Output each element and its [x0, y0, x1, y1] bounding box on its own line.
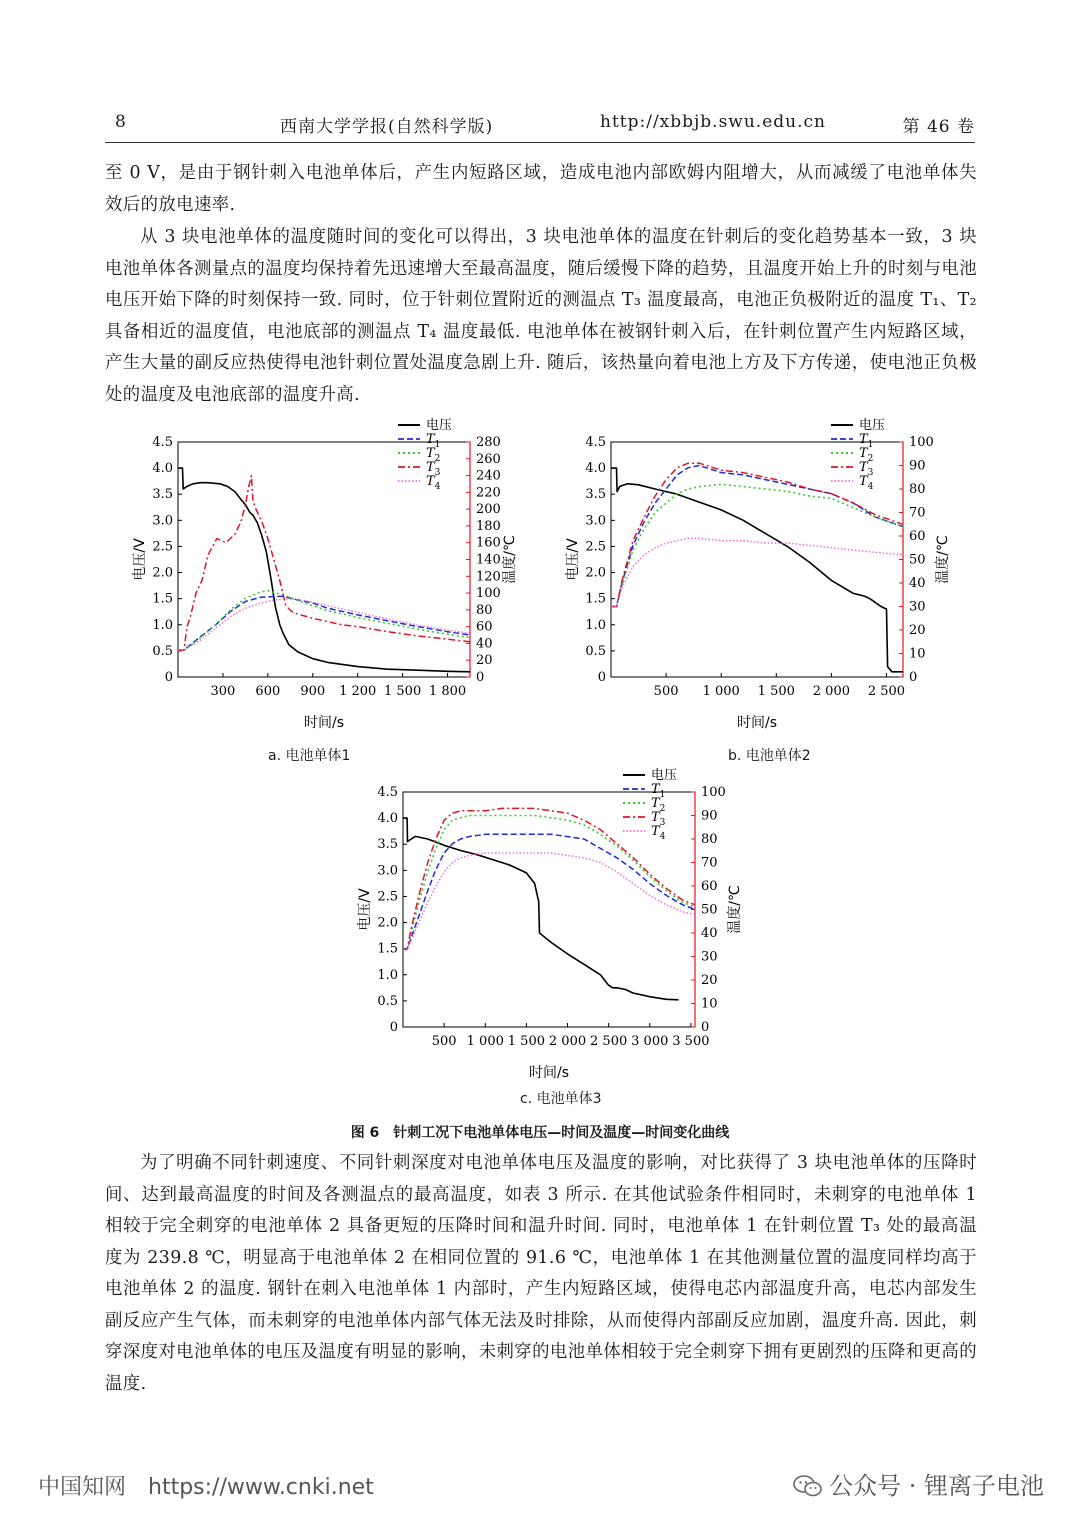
chart-a-svg	[120, 415, 520, 735]
y2-tick-label: 100	[909, 435, 934, 450]
header-rule	[105, 142, 975, 143]
y2-tick-label: 100	[476, 586, 501, 602]
journal-url: http://xbbjb.swu.edu.cn	[600, 112, 826, 132]
y2-tick-label: 100	[701, 785, 726, 800]
y2-tick-label: 90	[909, 458, 926, 474]
y-tick-label: 0.5	[152, 643, 173, 659]
x-tick-label: 1 200	[339, 684, 377, 699]
y2-tick-label: 70	[701, 855, 718, 871]
y-axis-label: 电压/V	[357, 888, 373, 931]
y2-axis-label: 温度/℃	[727, 885, 743, 934]
y2-tick-label: 0	[701, 1020, 710, 1035]
y2-tick-label: 220	[476, 485, 501, 501]
x-tick-label: 1 000	[702, 684, 740, 699]
y-tick-label: 0.5	[377, 993, 398, 1009]
y-tick-label: 3.0	[152, 513, 173, 529]
y-tick-label: 1.5	[152, 591, 173, 607]
y2-tick-label: 80	[909, 482, 926, 497]
journal-title: 西南大学学报(自然科学版)	[280, 117, 494, 137]
y2-axis-label: 温度/℃	[502, 535, 518, 584]
y2-tick-label: 0	[476, 670, 485, 685]
chart-b	[553, 415, 953, 739]
running-header	[105, 112, 975, 140]
y-tick-label: 2.0	[152, 565, 173, 581]
y2-tick-label: 40	[701, 926, 718, 941]
x-tick-label: 500	[653, 684, 679, 699]
legend-label: $T_1$	[651, 782, 666, 800]
volume: 第 46 卷	[902, 117, 975, 137]
x-tick-label: 1 800	[428, 684, 467, 699]
y2-tick-label: 10	[909, 646, 926, 662]
y-tick-label: 3.0	[377, 863, 398, 879]
y2-tick-label: 40	[909, 576, 926, 591]
series-line-T1	[403, 834, 695, 949]
y-tick-label: 0	[164, 670, 173, 685]
x-tick-label: 1 000	[466, 1034, 504, 1049]
y-tick-label: 2.5	[585, 539, 606, 555]
y-tick-label: 1.0	[152, 617, 173, 633]
y2-tick-label: 240	[476, 468, 501, 484]
x-tick-label: 300	[210, 684, 236, 699]
x-tick-label: 2 000	[548, 1034, 587, 1049]
legend-label: $T_4$	[859, 474, 874, 492]
y-tick-label: 4.0	[152, 461, 173, 477]
y-tick-label: 2.0	[377, 915, 398, 931]
series-line-T4	[403, 853, 695, 949]
y-tick-label: 3.5	[152, 487, 173, 503]
x-tick-label: 1 500	[757, 684, 795, 699]
y2-tick-label: 180	[476, 518, 501, 534]
y-tick-label: 4.5	[377, 785, 398, 800]
y-tick-label: 4.5	[152, 435, 173, 450]
y-tick-label: 3.5	[377, 837, 398, 853]
y2-tick-label: 260	[476, 451, 501, 467]
series-line-T2	[178, 591, 470, 651]
chart-b-svg	[553, 415, 953, 735]
y2-tick-label: 60	[909, 529, 926, 544]
y-tick-label: 3.0	[585, 513, 606, 529]
y2-axis-label: 温度/℃	[935, 535, 951, 584]
chart-a	[120, 415, 520, 739]
x-tick-label: 1 500	[507, 1034, 545, 1049]
series-line-电压	[178, 468, 470, 672]
x-axis-label: 时间/s	[528, 1065, 570, 1081]
y-axis-label: 电压/V	[132, 538, 148, 581]
legend-label: $T_3$	[859, 460, 874, 478]
y-tick-label: 2.0	[585, 565, 606, 581]
y-tick-label: 0	[597, 670, 606, 685]
y2-tick-label: 70	[909, 505, 926, 521]
y2-tick-label: 60	[701, 879, 718, 894]
series-line-T3	[178, 476, 470, 650]
x-axis-label: 时间/s	[736, 715, 778, 731]
paragraph-2: 从 3 块电池单体的温度随时间的变化可以得出，3 块电池单体的温度在针刺后的变化趋势基本一致，3 块电池单体各测量点的温度均保持着先迅速增大至最高温度，随后缓慢下降的趋势，且温度开始上升的时刻与电池电压开始下降的时刻保持一致. 同时，位于针刺位置附近的测温点 T₃ 温度最高，电池正负极附近的温度 T₁、T₂ 具备相近的温度值，电池底部的测温点 T₄ 温度最低. 电池单体在被钢针刺入后，在针刺位置产生内短路区域，产生大量的副反应热使得电池针刺位置处温度急剧上升. 随后，该热量向着电池上方及下方传递，使电池正负极处的温度及电池底部的温度升高.	[105, 227, 977, 405]
y-axis-label: 电压/V	[565, 538, 581, 581]
x-tick-label: 2 000	[812, 684, 850, 699]
legend-label: 电压	[426, 418, 453, 433]
caption-c: c. 电池单体3	[520, 1091, 602, 1107]
y2-tick-label: 20	[701, 973, 718, 988]
x-tick-label: 3 000	[631, 1034, 669, 1049]
x-tick-label: 2 500	[590, 1034, 628, 1049]
legend-label: 电压	[651, 768, 678, 783]
y-tick-label: 1.5	[585, 591, 606, 607]
chart-c	[345, 765, 745, 1089]
figure-caption: 图 6 针刺工况下电池单体电压—时间及温度—时间变化曲线	[350, 1125, 730, 1141]
y-tick-label: 4.0	[377, 811, 398, 827]
series-line-T2	[611, 484, 903, 606]
y2-tick-label: 140	[476, 552, 501, 568]
y-tick-label: 0.5	[585, 643, 606, 659]
y2-tick-label: 0	[909, 670, 918, 685]
y2-tick-label: 20	[909, 623, 926, 638]
chart-c-svg	[345, 765, 745, 1085]
legend-label: $T_4$	[651, 824, 666, 842]
page-number: 8	[115, 112, 127, 132]
y2-tick-label: 20	[476, 653, 493, 669]
y2-tick-label: 280	[476, 435, 501, 450]
y2-tick-label: 80	[701, 832, 718, 847]
watermark-text: 公众号 · 锂离子电池	[829, 1472, 1044, 1500]
y-tick-label: 1.0	[377, 967, 398, 983]
y-tick-label: 1.0	[585, 617, 606, 633]
y2-tick-label: 90	[701, 808, 718, 824]
footer-source: 中国知网 https://www.cnki.net	[38, 1475, 374, 1500]
series-line-电压	[403, 818, 679, 1000]
y-tick-label: 1.5	[377, 941, 398, 957]
y-tick-label: 4.0	[585, 461, 606, 477]
series-line-电压	[611, 468, 903, 672]
legend-label: $T_3$	[426, 460, 441, 478]
x-tick-label: 1 500	[384, 684, 422, 699]
caption-a: a. 电池单体1	[268, 748, 351, 764]
legend-label: $T_2$	[859, 446, 874, 464]
y2-tick-label: 120	[476, 569, 501, 585]
x-tick-label: 500	[431, 1034, 457, 1049]
y2-tick-label: 80	[476, 602, 493, 618]
series-line-T4	[611, 538, 903, 606]
wechat-icon	[793, 1475, 823, 1497]
x-tick-label: 600	[255, 684, 281, 699]
y-tick-label: 0	[389, 1020, 398, 1035]
legend-label: $T_2$	[426, 446, 441, 464]
legend-label: $T_3$	[651, 810, 666, 828]
x-axis-label: 时间/s	[303, 715, 345, 731]
x-tick-label: 3 500	[672, 1034, 710, 1049]
legend-label: 电压	[859, 418, 886, 433]
y2-tick-label: 10	[701, 996, 718, 1012]
footer-watermark	[793, 1466, 1044, 1501]
legend-label: $T_1$	[859, 432, 874, 450]
y2-tick-label: 40	[476, 636, 493, 652]
x-tick-label: 2 500	[867, 684, 906, 699]
paragraph-1: 至 0 V，是由于钢针刺入电池单体后，产生内短路区域，造成电池内部欧姆内阻增大，从而减缓了电池单体失效后的放电速率.	[105, 163, 977, 215]
y2-tick-label: 50	[701, 902, 718, 918]
x-tick-label: 900	[300, 684, 326, 699]
y2-tick-label: 50	[909, 552, 926, 568]
caption-b: b. 电池单体2	[728, 748, 811, 764]
y-tick-label: 3.5	[585, 487, 606, 503]
legend-label: $T_4$	[426, 474, 441, 492]
y-tick-label: 2.5	[377, 889, 398, 905]
paragraph-3: 为了明确不同针刺速度、不同针刺深度对电池单体电压及温度的影响，对比获得了 3 块电池单体的压降时间、达到最高温度的时间及各测温点的最高温度，如表 3 所示. 在其他试验条件相同时，未刺穿的电池单体 1 相较于完全刺穿的电池单体 2 具备更短的压降时间和温升时间. 同时，电池单体 1 在针刺位置 T₃ 处的最高温度为 239.8 ℃，明显高于电池单体 2 在相同位置的 91.6 ℃，电池单体 1 在其他测量位置的温度同样均高于电池单体 2 的温度. 钢针在刺入电池单体 1 内部时，产生内短路区域，使得电芯内部温度升高，电芯内部发生副反应产生气体，而未刺穿的电池单体内部气体无法及时排除，从而使得内部副反应加剧，温度升高. 因此，刺穿深度对电池单体的电压及温度有明显的影响，未刺穿的电池单体相较于完全刺穿下拥有更剧烈的压降和更高的温度.	[105, 1153, 977, 1394]
y2-tick-label: 160	[476, 535, 501, 551]
y2-tick-label: 200	[476, 502, 501, 518]
y2-tick-label: 60	[476, 619, 493, 635]
legend-label: $T_2$	[651, 796, 666, 814]
y2-tick-label: 30	[909, 599, 926, 615]
y-tick-label: 2.5	[152, 539, 173, 555]
y-tick-label: 4.5	[585, 435, 606, 450]
legend-label: $T_1$	[426, 432, 441, 450]
y2-tick-label: 30	[701, 949, 718, 965]
series-line-T1	[178, 596, 470, 650]
